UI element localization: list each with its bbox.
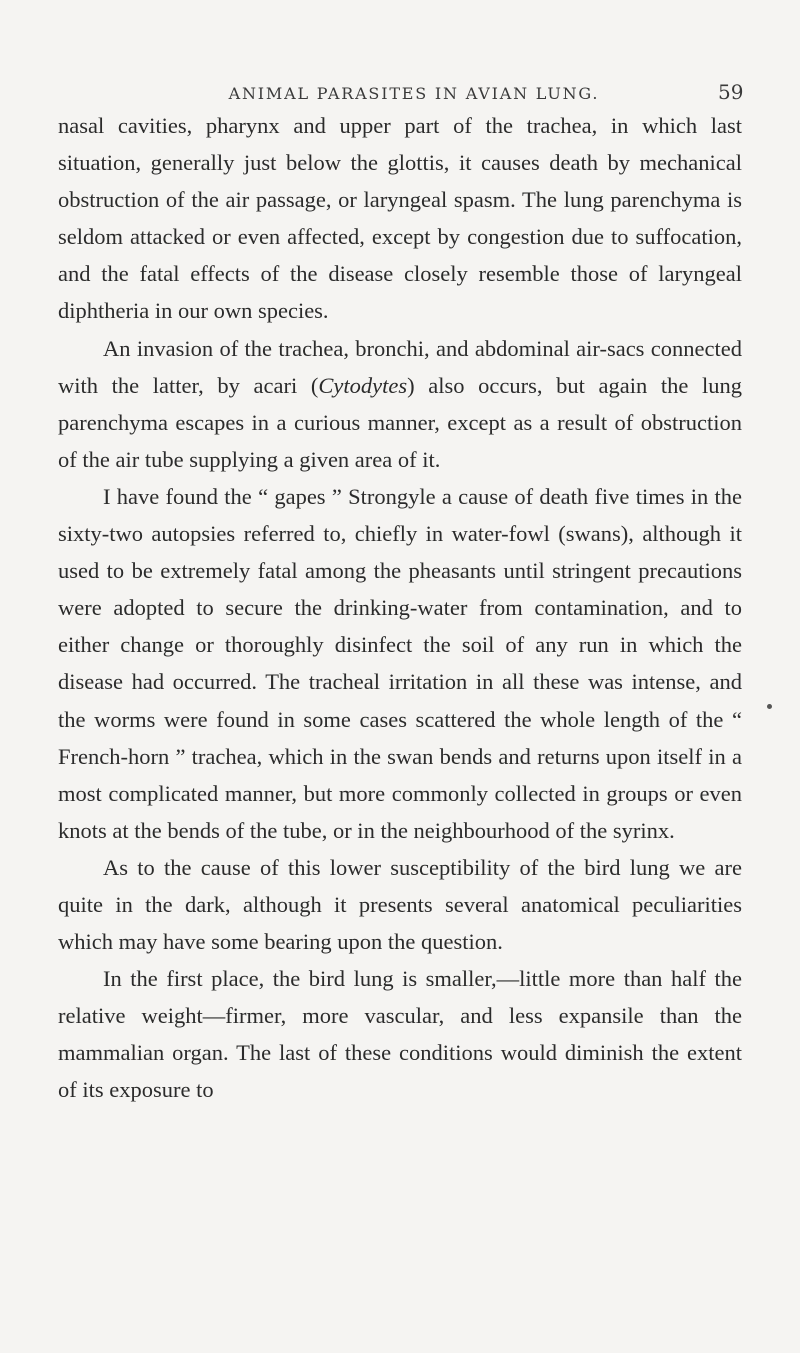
genus-name-italic: Cytodytes: [318, 372, 408, 398]
page-number: 59: [718, 80, 744, 104]
paragraph-5-text: In the first place, the bird lung is smaller,—little more than half the relative weight—firmer, more vascular, and less expansile than the mammalian organ. The last of these conditions would diminish the extent of its exposure to: [58, 966, 742, 1103]
paragraph-1-text: nasal cavities, pharynx and upper part of the trachea, in which last situation, generally just below the glottis, it causes death by mechanical obstruction of the air passage, or laryngeal spasm. The lung parenchyma is seldom attacked or even affected, except by congestion due to suffocation, and the fatal effects of the disease closely resemble those of laryngeal diphtheria in our own species.: [58, 113, 742, 324]
paragraph-3: [58, 478, 742, 849]
paragraph-3-text: I have found the “ gapes ” Strongyle a cause of death five times in the sixty-two autopsies referred to, chiefly in water-fowl (swans), although it used to be extremely fatal among the pheasants until stringent precautions were adopted to secure the drinking-water from contamination, and to either change or thoroughly disinfect the soil of any run in which the disease had occurred. The tracheal irritation in all these was intense, and the worms were found in some cases scattered the whole length of the “ French-horn ” trachea, which in the swan bends and returns upon itself in a most complicated manner, but more commonly collected in groups or even knots at the bends of the tube, or in the neighbourhood of the syrinx.: [58, 483, 742, 843]
paragraph-2: [58, 330, 742, 478]
margin-speck: [767, 704, 772, 709]
paragraph-2-text-start: An invasion of the trachea, bronchi, and abdominal air-sacs connected with the latter, by acari (: [58, 335, 742, 398]
paragraph-4: [58, 849, 742, 960]
paragraph-2-text-end: ) also occurs, but again the lung parenchyma escapes in a curious manner, except as a result of obstruction of the air tube supplying a given area of it.: [58, 372, 742, 472]
body-text: [58, 107, 742, 1109]
running-title: ANIMAL PARASITES IN AVIAN LUNG.: [228, 84, 600, 103]
paragraph-5: [58, 960, 742, 1108]
paragraph-4-text: As to the cause of this lower susceptibility of the bird lung we are quite in the dark, although it presents several anatomical peculiarities which may have some bearing upon the question.: [58, 854, 742, 955]
paragraph-1: [58, 107, 742, 330]
